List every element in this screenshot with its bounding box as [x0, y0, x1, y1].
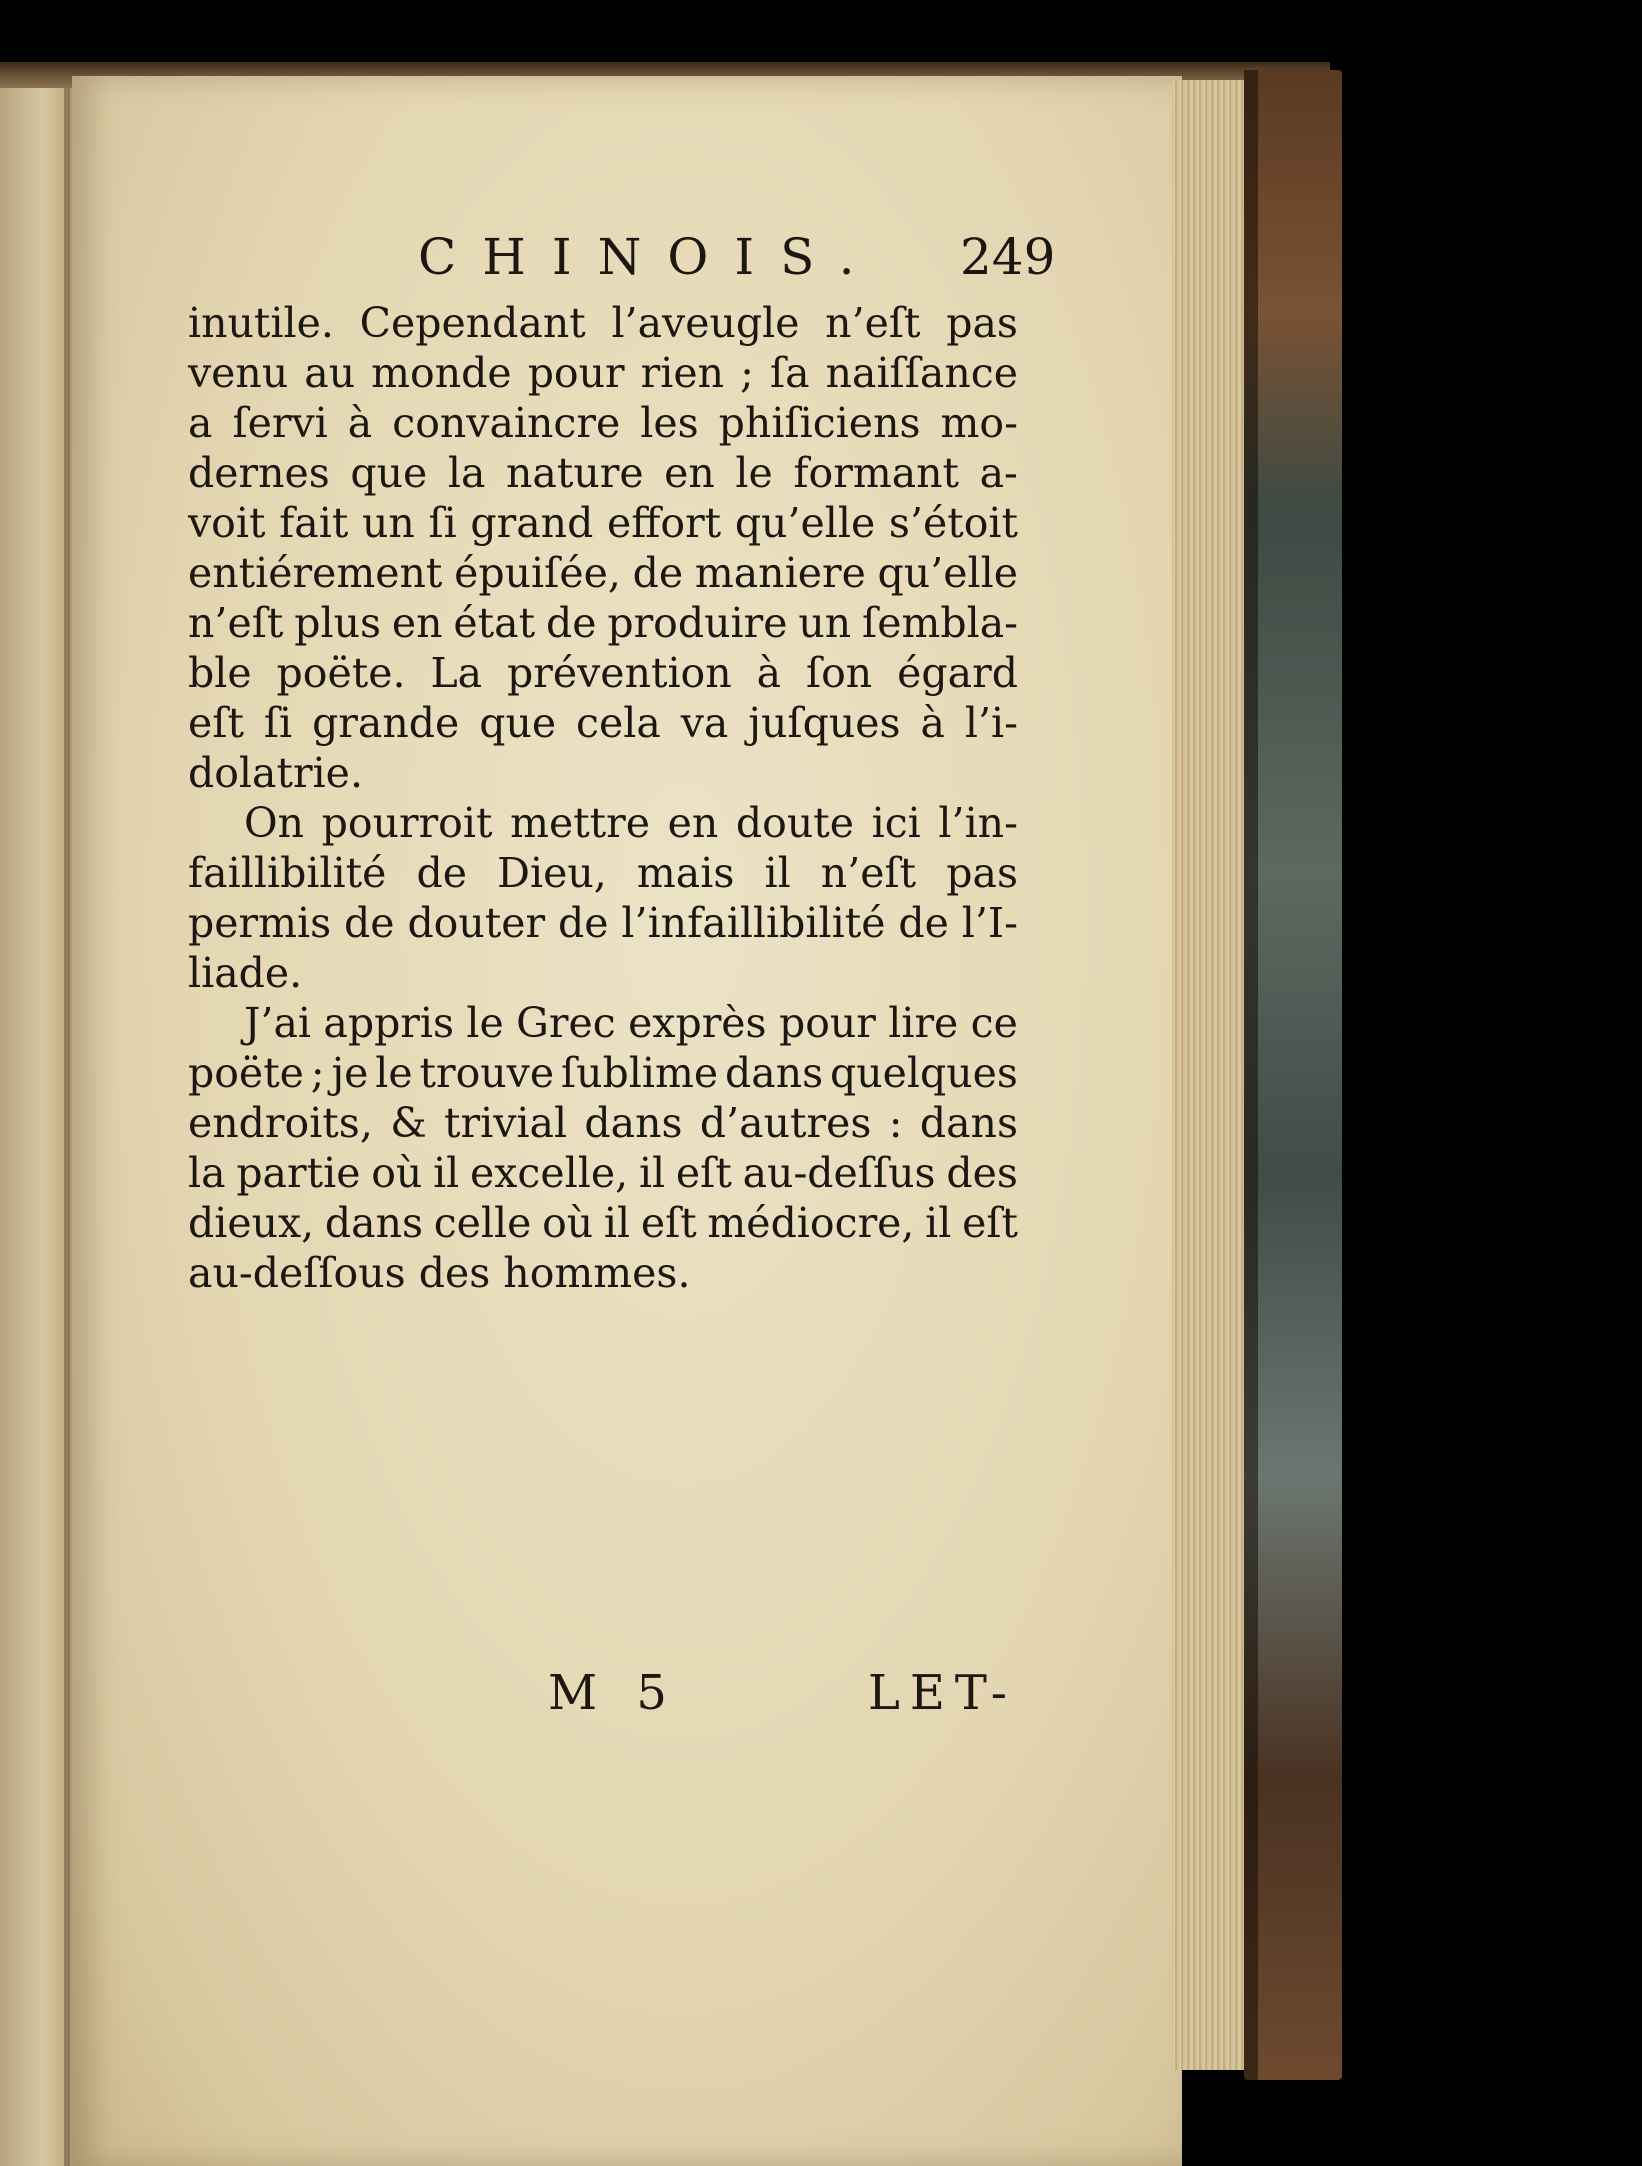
text-line: ble poëte. La prévention à ſon égard: [188, 649, 1018, 697]
gutter-shadow: [64, 70, 70, 2166]
text-line: On pourroit mettre en doute ici l’in-: [244, 799, 1018, 847]
text-line: n’eſt plus en état de produire un ſembla-: [188, 599, 1018, 647]
page-number: 249: [960, 228, 1056, 286]
text-line: venu au monde pour rien ; ſa naiſſance: [188, 349, 1018, 397]
text-line: a ſervi à convaincre les phiſiciens mo-: [188, 399, 1018, 447]
signature-mark: M 5: [548, 1665, 679, 1721]
text-line: inutile. Cependant l’aveugle n’eſt pas: [188, 299, 1018, 347]
text-line: au-deſſous des hommes.: [188, 1249, 691, 1297]
text-line: dolatrie.: [188, 749, 363, 797]
leather-cover: [1244, 70, 1342, 2080]
text-line: faillibilité de Dieu, mais il n’eſt pas: [188, 849, 1018, 897]
body-text: [188, 298, 1018, 1298]
running-head: CHINOIS.: [418, 228, 881, 286]
text-line: permis de douter de l’infaillibilité de l’I-: [188, 899, 1018, 947]
text-line: dieux, dans celle où il eſt médiocre, il eſt: [188, 1199, 1018, 1247]
text-line: poëte ; je le trouve ſublime dans quelques: [188, 1049, 1018, 1097]
catchword: LET-: [868, 1665, 1017, 1721]
cover-shadow: [1244, 70, 1258, 2080]
text-line: liade.: [188, 949, 303, 997]
text-line: eſt ſi grande que cela va juſques à l’i-: [188, 699, 1018, 747]
text-line: J’ai appris le Grec exprès pour lire ce: [244, 999, 1018, 1047]
text-line: la partie où il excelle, il eſt au-deſſus des: [188, 1149, 1018, 1197]
page-block-edges: [1172, 80, 1252, 2070]
text-line: dernes que la nature en le formant a-: [188, 449, 1018, 497]
text-line: entiérement épuiſée, de maniere qu’elle: [188, 549, 1018, 597]
text-line: voit fait un ſi grand effort qu’elle s’étoit: [188, 499, 1018, 547]
text-line: endroits, & trivial dans d’autres : dans: [188, 1099, 1018, 1147]
